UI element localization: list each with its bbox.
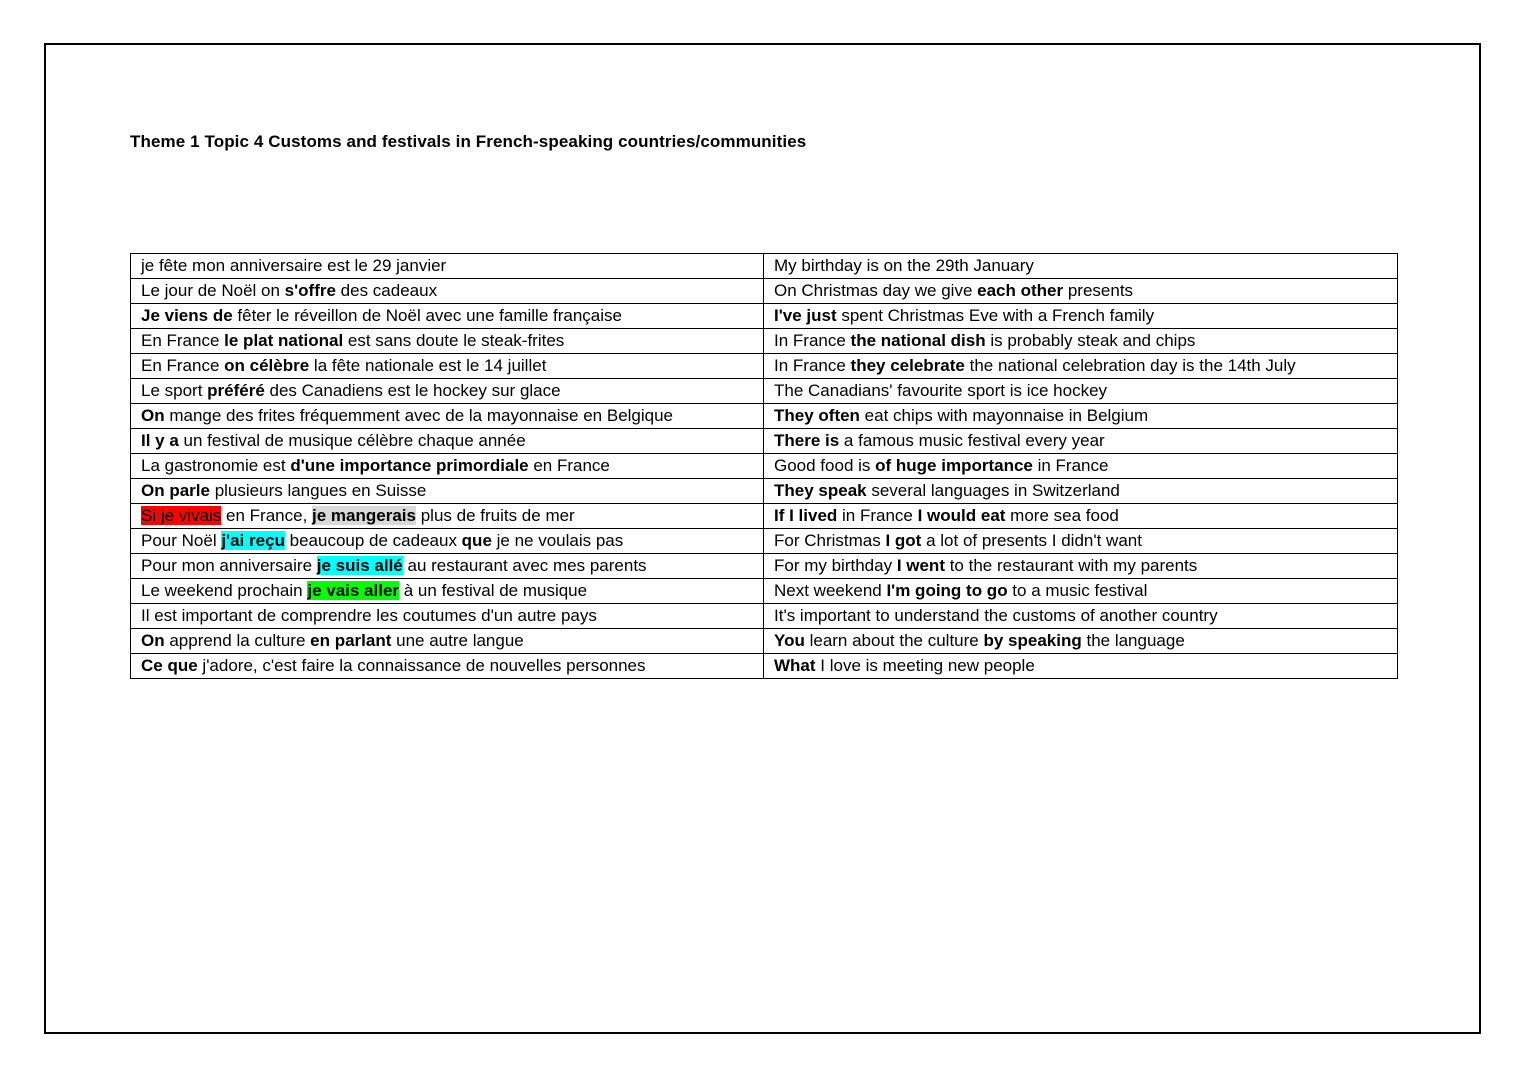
table-row	[131, 604, 1398, 629]
phrase-segment: Je viens de	[141, 306, 233, 325]
phrase-segment: que	[461, 531, 492, 550]
phrase-segment: They often	[774, 406, 860, 425]
phrase-segment: le plat national	[224, 331, 344, 350]
french-phrase-cell	[131, 279, 764, 304]
phrase-segment: La gastronomie est	[141, 456, 291, 475]
phrase-segment: a famous music festival every year	[839, 431, 1105, 450]
french-phrase-cell	[131, 604, 764, 629]
english-translation-cell	[764, 529, 1398, 554]
phrase-segment: eat chips with mayonnaise in Belgium	[859, 406, 1149, 425]
english-translation-cell	[764, 579, 1398, 604]
phrase-segment: They speak	[774, 481, 867, 500]
table-row	[131, 379, 1398, 404]
phrase-segment: they celebrate	[850, 356, 965, 375]
phrase-segment: Next weekend	[774, 581, 887, 600]
phrase-segment: préféré	[207, 381, 265, 400]
phrase-segment: Le weekend prochain	[141, 581, 308, 600]
phrase-segment: En France	[141, 356, 225, 375]
phrase-segment: je vais aller	[307, 581, 400, 600]
table-row	[131, 454, 1398, 479]
phrase-segment: au restaurant avec mes parents	[402, 556, 647, 575]
phrase-segment: s'offre	[284, 281, 336, 300]
french-phrase-cell	[131, 629, 764, 654]
phrase-segment: Good food is	[774, 456, 876, 475]
phrase-segment: Il est important de comprendre les coutumes d'un autre pays	[141, 606, 597, 625]
french-phrase-cell	[131, 254, 764, 279]
phrase-segment: Si je vivais	[141, 506, 222, 525]
table-row	[131, 429, 1398, 454]
phrase-segment: Le jour de Noël on	[141, 281, 285, 300]
french-phrase-cell	[131, 354, 764, 379]
phrase-segment: mange des frites fréquemment avec de la mayonnaise en Belgique	[164, 406, 674, 425]
phrase-segment: on célèbre	[224, 356, 310, 375]
phrase-segment: On	[141, 631, 165, 650]
english-translation-cell	[764, 629, 1398, 654]
french-phrase-cell	[131, 554, 764, 579]
english-translation-cell	[764, 354, 1398, 379]
phrase-segment: I would eat	[917, 506, 1006, 525]
table-row	[131, 504, 1398, 529]
phrase-segment: j'adore, c'est faire la connaissance de nouvelles personnes	[197, 656, 646, 675]
french-phrase-cell	[131, 429, 764, 454]
phrase-segment: the national celebration day is the 14th July	[964, 356, 1296, 375]
vocabulary-table	[130, 253, 1398, 679]
phrase-segment: à un festival de musique	[399, 581, 588, 600]
phrase-segment: je mangerais	[312, 506, 416, 525]
french-phrase-cell	[131, 579, 764, 604]
phrase-segment: en France	[528, 456, 610, 475]
french-phrase-cell	[131, 479, 764, 504]
phrase-segment: spent Christmas Eve with a French family	[836, 306, 1155, 325]
phrase-segment: je fête mon anniversaire est le 29 janvier	[141, 256, 447, 275]
phrase-segment: Ce que	[141, 656, 198, 675]
phrase-segment: learn about the culture	[804, 631, 984, 650]
table-row	[131, 629, 1398, 654]
phrase-segment: un festival de musique célèbre chaque année	[178, 431, 526, 450]
phrase-segment: je ne voulais pas	[491, 531, 624, 550]
phrase-segment: en parlant	[310, 631, 392, 650]
phrase-segment: On Christmas day we give	[774, 281, 978, 300]
english-translation-cell	[764, 429, 1398, 454]
phrase-segment: It's important to understand the customs of another country	[774, 606, 1218, 625]
english-translation-cell	[764, 279, 1398, 304]
french-phrase-cell	[131, 404, 764, 429]
phrase-segment: fêter le réveillon de Noël avec une famille française	[232, 306, 622, 325]
english-translation-cell	[764, 404, 1398, 429]
phrase-segment: to the restaurant with my parents	[944, 556, 1198, 575]
phrase-segment: d'une importance primordiale	[290, 456, 529, 475]
phrase-segment: by speaking	[983, 631, 1082, 650]
table-row	[131, 404, 1398, 429]
table-row	[131, 554, 1398, 579]
english-translation-cell	[764, 304, 1398, 329]
phrase-segment: My birthday is on the 29th January	[774, 256, 1034, 275]
phrase-segment: a lot of presents I didn't want	[921, 531, 1142, 550]
english-translation-cell	[764, 479, 1398, 504]
table-row	[131, 254, 1398, 279]
phrase-segment: In France	[774, 356, 851, 375]
english-translation-cell	[764, 504, 1398, 529]
phrase-segment: If I lived	[774, 506, 838, 525]
english-translation-cell	[764, 554, 1398, 579]
phrase-segment: For Christmas	[774, 531, 886, 550]
phrase-segment: beaucoup de cadeaux	[284, 531, 462, 550]
phrase-segment: Le sport	[141, 381, 208, 400]
phrase-segment: in France	[837, 506, 918, 525]
french-phrase-cell	[131, 304, 764, 329]
vocabulary-table-body	[131, 254, 1398, 679]
phrase-segment: In France	[774, 331, 851, 350]
phrase-segment: On	[141, 406, 165, 425]
phrase-segment: of huge importance	[875, 456, 1033, 475]
phrase-segment: The Canadians' favourite sport is ice hockey	[774, 381, 1108, 400]
phrase-segment: You	[774, 631, 805, 650]
table-row	[131, 479, 1398, 504]
french-phrase-cell	[131, 329, 764, 354]
phrase-segment: each other	[977, 281, 1064, 300]
phrase-segment: en France,	[221, 506, 313, 525]
table-row	[131, 354, 1398, 379]
phrase-segment: Il y a	[141, 431, 179, 450]
phrase-segment: more sea food	[1005, 506, 1119, 525]
table-row	[131, 304, 1398, 329]
phrase-segment: in France	[1032, 456, 1109, 475]
table-row	[131, 529, 1398, 554]
english-translation-cell	[764, 454, 1398, 479]
phrase-segment: En France	[141, 331, 225, 350]
english-translation-cell	[764, 329, 1398, 354]
phrase-segment: une autre langue	[391, 631, 524, 650]
table-row	[131, 579, 1398, 604]
phrase-segment: presents	[1063, 281, 1134, 300]
phrase-segment: plus de fruits de mer	[415, 506, 575, 525]
phrase-segment: I've just	[774, 306, 837, 325]
french-phrase-cell	[131, 454, 764, 479]
english-translation-cell	[764, 254, 1398, 279]
document-title: Theme 1 Topic 4 Customs and festivals in French-speaking countries/communities	[130, 132, 807, 151]
phrase-segment: the national dish	[850, 331, 986, 350]
phrase-segment: j'ai reçu	[221, 531, 285, 550]
table-row	[131, 329, 1398, 354]
french-phrase-cell	[131, 529, 764, 554]
phrase-segment: several languages in Switzerland	[866, 481, 1120, 500]
phrase-segment: For my birthday	[774, 556, 897, 575]
phrase-segment: I'm going to go	[886, 581, 1008, 600]
french-phrase-cell	[131, 654, 764, 679]
phrase-segment: to a music festival	[1007, 581, 1148, 600]
phrase-segment: What	[774, 656, 816, 675]
phrase-segment: the language	[1081, 631, 1185, 650]
phrase-segment: There is	[774, 431, 840, 450]
phrase-segment: is probably steak and chips	[985, 331, 1196, 350]
phrase-segment: I love is meeting new people	[815, 656, 1035, 675]
table-row	[131, 654, 1398, 679]
phrase-segment: I went	[896, 556, 945, 575]
english-translation-cell	[764, 604, 1398, 629]
phrase-segment: des cadeaux	[335, 281, 438, 300]
phrase-segment: plusieurs langues en Suisse	[209, 481, 427, 500]
phrase-segment: je suis allé	[316, 556, 403, 575]
phrase-segment: est sans doute le steak-frites	[343, 331, 565, 350]
english-translation-cell	[764, 654, 1398, 679]
phrase-segment: la fête nationale est le 14 juillet	[309, 356, 547, 375]
french-phrase-cell	[131, 504, 764, 529]
phrase-segment: Pour mon anniversaire	[141, 556, 317, 575]
phrase-segment: apprend la culture	[164, 631, 311, 650]
phrase-segment: On parle	[141, 481, 210, 500]
table-row	[131, 279, 1398, 304]
phrase-segment: I got	[885, 531, 922, 550]
french-phrase-cell	[131, 379, 764, 404]
phrase-segment: des Canadiens est le hockey sur glace	[264, 381, 561, 400]
english-translation-cell	[764, 379, 1398, 404]
phrase-segment: Pour Noël	[141, 531, 222, 550]
